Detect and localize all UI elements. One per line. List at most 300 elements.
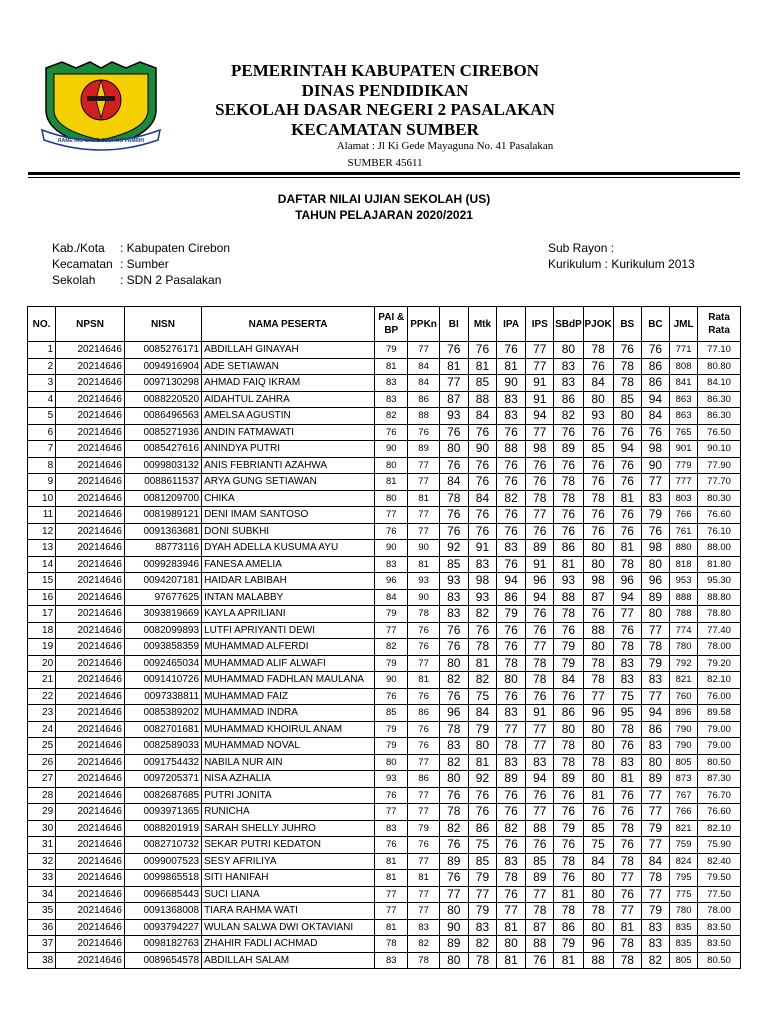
table-cell: 77.70	[698, 474, 741, 491]
table-cell: 98	[468, 573, 496, 590]
header-government: PEMERINTAH KABUPATEN CIREBON	[231, 61, 539, 80]
table-cell: 79	[641, 903, 669, 920]
table-cell: 22	[28, 688, 56, 705]
table-cell: 77	[408, 754, 439, 771]
table-cell: NISA AZHALIA	[202, 771, 375, 788]
column-header: NPSN	[56, 307, 125, 342]
table-cell: 19	[28, 639, 56, 656]
table-cell: 79	[375, 655, 408, 672]
table-cell: 82	[439, 820, 468, 837]
table-cell: 76	[641, 342, 669, 359]
table-cell: 20214646	[56, 556, 125, 573]
table-cell: 36	[28, 919, 56, 936]
table-cell: 83	[613, 655, 641, 672]
table-cell: 76	[408, 738, 439, 755]
table-header-row	[28, 307, 741, 342]
table-cell: 76	[497, 556, 526, 573]
table-cell: 90	[468, 441, 496, 458]
table-cell: SESY AFRILIYA	[202, 853, 375, 870]
table-cell: 93	[375, 771, 408, 788]
table-cell: SARAH SHELLY JUHRO	[202, 820, 375, 837]
table-cell: 0097338811	[124, 688, 201, 705]
table-cell: 83	[408, 919, 439, 936]
table-cell: 85	[375, 705, 408, 722]
table-cell: 0085271936	[124, 424, 201, 441]
table-cell: 76	[439, 622, 468, 639]
table-cell: 27	[28, 771, 56, 788]
table-cell: 77	[526, 721, 554, 738]
table-cell: 20214646	[56, 375, 125, 392]
table-cell: 81	[613, 490, 641, 507]
table-cell: 79	[375, 606, 408, 623]
table-row	[28, 358, 741, 375]
table-cell: 77	[526, 507, 554, 524]
table-cell: 76	[439, 688, 468, 705]
table-cell: 82	[468, 936, 496, 953]
table-cell: 79	[375, 342, 408, 359]
table-cell: 81	[375, 919, 408, 936]
table-cell: 88	[526, 936, 554, 953]
table-cell: 20214646	[56, 820, 125, 837]
table-cell: 78.80	[698, 606, 741, 623]
table-cell: 35	[28, 903, 56, 920]
sekolah-label: Sekolah	[52, 273, 96, 287]
table-cell: 76	[468, 804, 496, 821]
table-cell: 14	[28, 556, 56, 573]
table-cell: ANIS FEBRIANTI AZAHWA	[202, 457, 375, 474]
table-cell: 80	[583, 391, 613, 408]
table-cell: 20214646	[56, 589, 125, 606]
table-cell: 20214646	[56, 573, 125, 590]
table-cell: 78	[526, 903, 554, 920]
table-cell: 76	[554, 622, 583, 639]
table-cell: 96	[583, 936, 613, 953]
table-cell: 78	[613, 639, 641, 656]
table-cell: 82.40	[698, 853, 741, 870]
table-cell: 824	[670, 853, 698, 870]
table-cell: 20214646	[56, 853, 125, 870]
table-cell: 83	[641, 490, 669, 507]
table-cell: 0092465034	[124, 655, 201, 672]
table-cell: 78	[554, 754, 583, 771]
table-cell: 76	[554, 523, 583, 540]
table-cell: 17	[28, 606, 56, 623]
table-cell: 80	[497, 672, 526, 689]
table-cell: 83	[497, 853, 526, 870]
table-cell: 78	[583, 342, 613, 359]
table-cell: 2	[28, 358, 56, 375]
table-cell: DYAH ADELLA KUSUMA AYU	[202, 540, 375, 557]
table-cell: 78	[554, 490, 583, 507]
table-cell: 78	[468, 952, 496, 969]
column-header: PJOK	[583, 307, 613, 342]
table-cell: 77	[375, 622, 408, 639]
table-cell: 835	[670, 936, 698, 953]
table-cell: 87	[526, 919, 554, 936]
table-cell: 0088220520	[124, 391, 201, 408]
table-cell: 85	[583, 820, 613, 837]
table-cell: 76	[439, 342, 468, 359]
table-cell: 77	[641, 622, 669, 639]
table-cell: 76	[613, 523, 641, 540]
table-cell: AIDAHTUL ZAHRA	[202, 391, 375, 408]
table-cell: 86	[554, 391, 583, 408]
table-cell: 76	[526, 688, 554, 705]
table-cell: 20	[28, 655, 56, 672]
table-cell: 77	[497, 721, 526, 738]
table-cell: 78	[583, 672, 613, 689]
table-cell: 81	[554, 886, 583, 903]
table-cell: 821	[670, 672, 698, 689]
table-cell: 1	[28, 342, 56, 359]
table-cell: 79	[497, 606, 526, 623]
table-cell: 779	[670, 457, 698, 474]
table-cell: 76	[554, 787, 583, 804]
table-row	[28, 507, 741, 524]
table-cell: 80	[583, 886, 613, 903]
table-cell: 82	[468, 606, 496, 623]
table-cell: 76	[375, 787, 408, 804]
table-cell: 81	[497, 919, 526, 936]
table-cell: 76	[583, 804, 613, 821]
table-cell: 76	[375, 837, 408, 854]
table-cell: 76	[554, 837, 583, 854]
sub-rayon: Sub Rayon :	[548, 241, 615, 255]
kecamatan-value: : Sumber	[120, 257, 169, 271]
table-cell: 76.10	[698, 523, 741, 540]
table-cell: INTAN MALABBY	[202, 589, 375, 606]
table-cell: 76	[439, 837, 468, 854]
table-cell: 77	[468, 886, 496, 903]
table-cell: 80	[439, 771, 468, 788]
table-cell: 88	[497, 441, 526, 458]
table-cell: 79	[468, 721, 496, 738]
kab-value: : Kabupaten Cirebon	[120, 241, 231, 255]
table-cell: 20214646	[56, 490, 125, 507]
table-cell: 76.50	[698, 424, 741, 441]
table-cell: 80.30	[698, 490, 741, 507]
table-cell: MUHAMMAD FAIZ	[202, 688, 375, 705]
table-cell: 80	[554, 342, 583, 359]
table-cell: 89	[641, 589, 669, 606]
school-address: Alamat : Jl Ki Gede Mayaguna No. 41 Pasalakan	[336, 140, 554, 152]
table-cell: 765	[670, 424, 698, 441]
table-row	[28, 441, 741, 458]
table-cell: 77	[526, 886, 554, 903]
kecamatan-label: Kecamatan	[52, 257, 113, 271]
table-cell: PUTRI JONITA	[202, 787, 375, 804]
table-cell: 94	[613, 589, 641, 606]
table-cell: 11	[28, 507, 56, 524]
table-cell: 79.20	[698, 655, 741, 672]
table-cell: 83	[641, 919, 669, 936]
table-cell: 87	[439, 391, 468, 408]
table-cell: 76	[497, 787, 526, 804]
table-cell: 77	[641, 804, 669, 821]
table-cell: 89	[526, 870, 554, 887]
table-cell: 77	[375, 886, 408, 903]
table-cell: WULAN SALWA DWI OKTAVIANI	[202, 919, 375, 936]
table-cell: 76	[497, 342, 526, 359]
table-cell: 77	[408, 523, 439, 540]
table-cell: 31	[28, 837, 56, 854]
table-cell: 84	[439, 474, 468, 491]
table-cell: 78	[439, 721, 468, 738]
table-cell: ABDILLAH GINAYAH	[202, 342, 375, 359]
table-cell: 760	[670, 688, 698, 705]
table-cell: 81	[583, 787, 613, 804]
table-row	[28, 556, 741, 573]
table-cell: 85	[468, 853, 496, 870]
table-cell: 96	[583, 705, 613, 722]
table-cell: 80	[583, 738, 613, 755]
table-cell: 79	[641, 655, 669, 672]
table-row	[28, 886, 741, 903]
table-cell: 80	[583, 556, 613, 573]
table-cell: ANINDYA PUTRI	[202, 441, 375, 458]
table-cell: 7	[28, 441, 56, 458]
table-cell: 20214646	[56, 342, 125, 359]
table-cell: 80	[641, 606, 669, 623]
table-cell: 78	[613, 358, 641, 375]
table-cell: 20214646	[56, 936, 125, 953]
table-cell: 81	[554, 952, 583, 969]
table-cell: 81	[375, 474, 408, 491]
table-cell: 77	[408, 886, 439, 903]
table-cell: 78	[526, 655, 554, 672]
table-cell: 12	[28, 523, 56, 540]
table-cell: 79	[641, 507, 669, 524]
table-cell: 0091363681	[124, 523, 201, 540]
table-cell: 77	[408, 903, 439, 920]
table-cell: DENI IMAM SANTOSO	[202, 507, 375, 524]
table-cell: 93	[583, 408, 613, 425]
table-cell: 81	[439, 358, 468, 375]
table-cell: 77	[408, 507, 439, 524]
table-cell: 89.58	[698, 705, 741, 722]
table-cell: 774	[670, 622, 698, 639]
table-cell: 20214646	[56, 507, 125, 524]
table-cell: 76	[613, 804, 641, 821]
table-cell: 20214646	[56, 408, 125, 425]
table-cell: 89	[497, 771, 526, 788]
table-cell: 79.00	[698, 738, 741, 755]
table-cell: 32	[28, 853, 56, 870]
table-cell: 0091754432	[124, 754, 201, 771]
table-cell: 82	[439, 672, 468, 689]
table-cell: 76	[408, 837, 439, 854]
table-cell: HAIDAR LABIBAH	[202, 573, 375, 590]
table-cell: ABDILLAH SALAM	[202, 952, 375, 969]
table-cell: 20214646	[56, 540, 125, 557]
table-cell: DONI SUBKHI	[202, 523, 375, 540]
table-cell: 771	[670, 342, 698, 359]
table-cell: 82	[375, 639, 408, 656]
table-cell: 77	[526, 738, 554, 755]
table-cell: 76	[468, 622, 496, 639]
table-cell: 86	[468, 820, 496, 837]
table-cell: 94	[526, 771, 554, 788]
table-cell: 78	[554, 738, 583, 755]
table-cell: 8	[28, 457, 56, 474]
table-cell: 888	[670, 589, 698, 606]
table-cell: 83	[613, 672, 641, 689]
table-cell: 76	[526, 622, 554, 639]
table-cell: 93	[439, 408, 468, 425]
table-cell: 78	[468, 639, 496, 656]
table-cell: 20214646	[56, 474, 125, 491]
table-cell: 78	[497, 738, 526, 755]
table-cell: 90	[497, 375, 526, 392]
table-cell: 0097205371	[124, 771, 201, 788]
table-cell: 77	[375, 903, 408, 920]
column-header: IPA	[497, 307, 526, 342]
table-cell: 76	[408, 721, 439, 738]
table-cell: 77	[526, 804, 554, 821]
table-cell: 25	[28, 738, 56, 755]
table-cell: 89	[408, 441, 439, 458]
header-divider-thin	[28, 177, 740, 178]
table-cell: 0096685443	[124, 886, 201, 903]
table-row	[28, 903, 741, 920]
table-cell: 77.10	[698, 342, 741, 359]
table-cell: 79	[554, 655, 583, 672]
table-cell: 80	[583, 870, 613, 887]
table-cell: FANESA AMELIA	[202, 556, 375, 573]
table-cell: MUHAMMAD FADHLAN MAULANA	[202, 672, 375, 689]
table-cell: 90.10	[698, 441, 741, 458]
table-cell: 80	[439, 903, 468, 920]
table-cell: 4	[28, 391, 56, 408]
table-cell: SUCI LIANA	[202, 886, 375, 903]
table-cell: 78	[375, 936, 408, 953]
table-cell: 80	[375, 754, 408, 771]
table-cell: 83	[375, 375, 408, 392]
table-cell: 77	[526, 424, 554, 441]
table-row	[28, 853, 741, 870]
table-cell: 20214646	[56, 424, 125, 441]
table-row	[28, 424, 741, 441]
table-cell: 83	[554, 375, 583, 392]
table-cell: 76	[497, 886, 526, 903]
column-header: BI	[439, 307, 468, 342]
table-cell: 20214646	[56, 738, 125, 755]
column-header: PPKn	[408, 307, 439, 342]
table-cell: 818	[670, 556, 698, 573]
table-cell: 82.10	[698, 672, 741, 689]
table-cell: 76	[497, 474, 526, 491]
table-cell: 20214646	[56, 804, 125, 821]
table-row	[28, 936, 741, 953]
table-cell: 80	[439, 441, 468, 458]
table-cell: 77.90	[698, 457, 741, 474]
table-cell: 76	[497, 804, 526, 821]
table-cell: 77	[641, 688, 669, 705]
table-cell: 76	[497, 523, 526, 540]
table-cell: 81	[408, 490, 439, 507]
table-cell: 77	[408, 804, 439, 821]
table-cell: 78	[583, 903, 613, 920]
table-cell: 20214646	[56, 688, 125, 705]
table-cell: 84	[641, 853, 669, 870]
table-row	[28, 771, 741, 788]
table-cell: 77	[641, 886, 669, 903]
table-cell: 84	[375, 589, 408, 606]
table-cell: 76	[583, 457, 613, 474]
table-cell: 78	[583, 490, 613, 507]
table-cell: 83	[439, 738, 468, 755]
table-cell: 82	[497, 820, 526, 837]
table-cell: LUTFI APRIYANTI DEWI	[202, 622, 375, 639]
table-cell: 94	[526, 589, 554, 606]
table-cell: 79.50	[698, 870, 741, 887]
table-cell: 76	[408, 688, 439, 705]
table-cell: 0093971365	[124, 804, 201, 821]
table-cell: 78	[583, 655, 613, 672]
table-cell: 76	[554, 457, 583, 474]
table-cell: 86	[641, 375, 669, 392]
table-cell: 3	[28, 375, 56, 392]
table-cell: 0097130298	[124, 375, 201, 392]
column-header: JML	[670, 307, 698, 342]
table-cell: 0099283946	[124, 556, 201, 573]
column-header: NAMA PESERTA	[202, 307, 375, 342]
postal-code: SUMBER 45611	[347, 157, 423, 169]
table-cell: 91	[526, 375, 554, 392]
table-cell: 76	[613, 738, 641, 755]
table-cell: 20214646	[56, 523, 125, 540]
table-cell: 91	[468, 540, 496, 557]
table-row	[28, 490, 741, 507]
table-cell: 79	[468, 903, 496, 920]
table-row	[28, 540, 741, 557]
header-district: KECAMATAN SUMBER	[291, 120, 479, 139]
table-cell: 85	[613, 391, 641, 408]
table-cell: 20214646	[56, 919, 125, 936]
table-cell: 0099865518	[124, 870, 201, 887]
table-cell: 76	[468, 474, 496, 491]
table-cell: 6	[28, 424, 56, 441]
table-cell: 80	[583, 919, 613, 936]
table-cell: 98	[641, 540, 669, 557]
table-cell: 84	[408, 358, 439, 375]
table-cell: 86	[554, 540, 583, 557]
table-cell: 792	[670, 655, 698, 672]
table-cell: 75	[583, 837, 613, 854]
table-cell: 0099803132	[124, 457, 201, 474]
table-cell: 84	[468, 408, 496, 425]
table-cell: 78	[526, 490, 554, 507]
table-cell: 83	[468, 919, 496, 936]
table-cell: 76	[497, 639, 526, 656]
table-cell: 77	[408, 474, 439, 491]
table-cell: ADE SETIAWAN	[202, 358, 375, 375]
table-row	[28, 342, 741, 359]
table-cell: 76	[408, 424, 439, 441]
table-cell: 81	[468, 655, 496, 672]
table-cell: ANDIN FATMAWATI	[202, 424, 375, 441]
table-cell: 29	[28, 804, 56, 821]
table-cell: 0093858359	[124, 639, 201, 656]
table-cell: 80	[554, 721, 583, 738]
table-cell: 0091368008	[124, 903, 201, 920]
table-cell: 77	[641, 787, 669, 804]
table-cell: 76	[439, 787, 468, 804]
table-cell: 90	[408, 589, 439, 606]
table-cell: 82	[641, 952, 669, 969]
table-cell: 23	[28, 705, 56, 722]
table-cell: 20214646	[56, 721, 125, 738]
